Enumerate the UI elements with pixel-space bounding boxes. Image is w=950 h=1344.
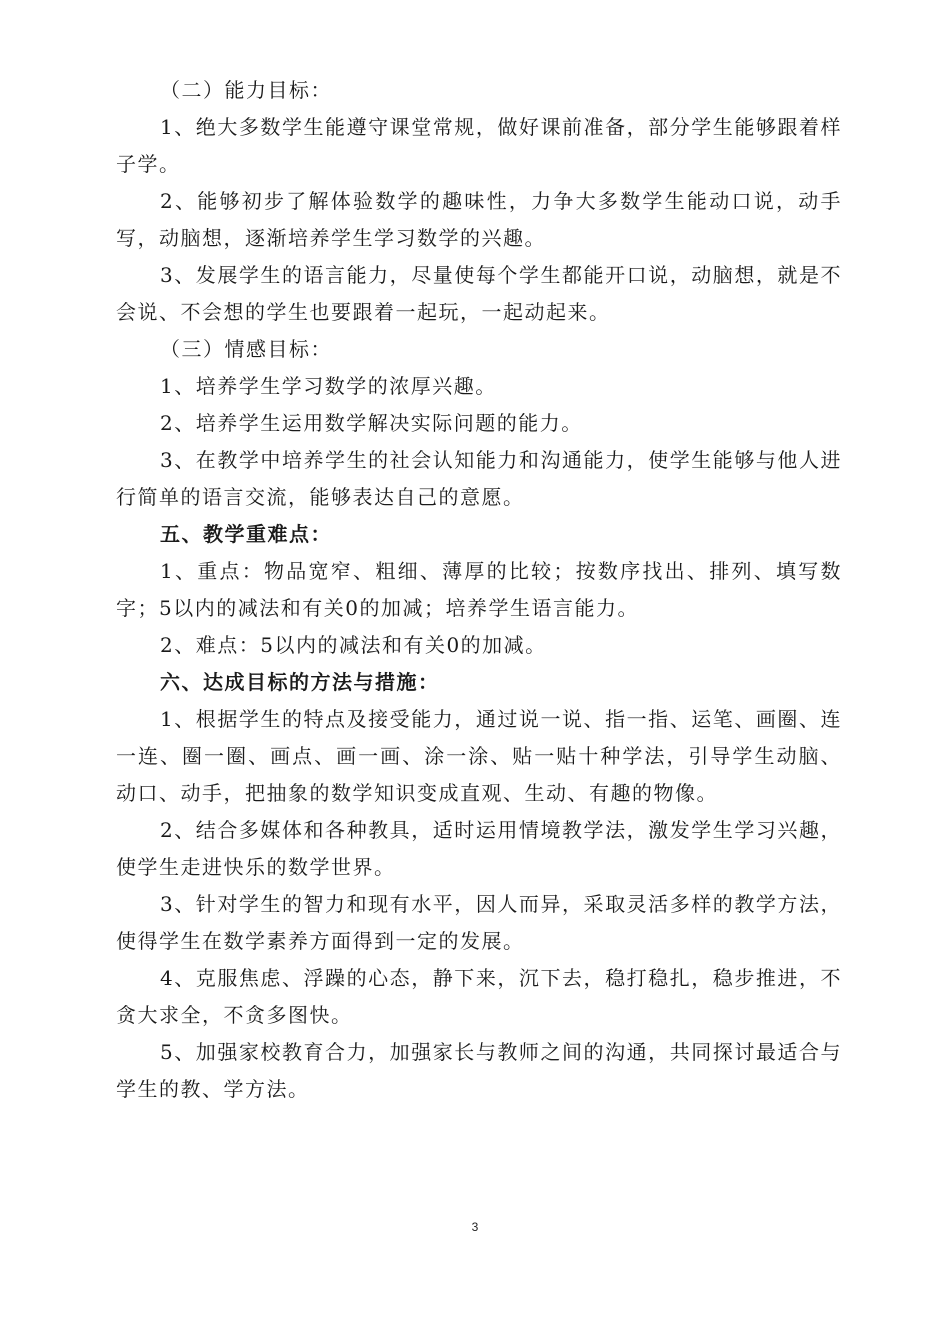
paragraph: 1、培养学生学习数学的浓厚兴趣。 <box>160 374 497 398</box>
paragraph: 2、结合多媒体和各种教具，适时运用情境教学法，激发学生学习兴趣，使学生走进快乐的数学世界。 <box>116 818 842 879</box>
paragraph: 3、在教学中培养学生的社会认知能力和沟通能力，使学生能够与他人进行简单的语言交流，能够表达自己的意愿。 <box>116 448 842 509</box>
document-body <box>116 72 842 1108</box>
paragraph: 1、重点：物品宽窄、粗细、薄厚的比较；按数序找出、排列、填写数字；5以内的减法和有关0的加减；培养学生语言能力。 <box>116 559 842 620</box>
paragraph: 4、克服焦虑、浮躁的心态，静下来，沉下去，稳打稳扎，稳步推进，不贪大求全，不贪多图快。 <box>116 966 842 1027</box>
paragraph: 5、加强家校教育合力，加强家长与教师之间的沟通，共同探讨最适合与学生的教、学方法。 <box>116 1040 842 1101</box>
paragraph: 3、针对学生的智力和现有水平，因人而异，采取灵活多样的教学方法，使得学生在数学素养方面得到一定的发展。 <box>116 892 842 953</box>
paragraph: 1、根据学生的特点及接受能力，通过说一说、指一指、运笔、画圈、连一连、圈一圈、画点、画一画、涂一涂、贴一贴十种学法，引导学生动脑、动口、动手，把抽象的数学知识变成直观、生动、有趣的物像。 <box>116 707 842 805</box>
paragraph: 3、发展学生的语言能力，尽量使每个学生都能开口说，动脑想，就是不会说、不会想的学生也要跟着一起玩，一起动起来。 <box>116 263 842 324</box>
section-heading-ability-goals: （二）能力目标： <box>160 78 332 102</box>
section-heading-methods: 六、达成目标的方法与措施： <box>160 670 440 694</box>
paragraph: 2、能够初步了解体验数学的趣味性，力争大多数学生能动口说，动手写，动脑想，逐渐培养学生学习数学的兴趣。 <box>116 189 842 250</box>
section-heading-emotional-goals: （三）情感目标： <box>160 337 332 361</box>
paragraph: 1、绝大多数学生能遵守课堂常规，做好课前准备，部分学生能够跟着样子学。 <box>116 115 842 176</box>
section-heading-key-difficulties: 五、教学重难点： <box>160 522 332 546</box>
page-number: 3 <box>471 1220 479 1234</box>
paragraph: 2、培养学生运用数学解决实际问题的能力。 <box>160 411 583 435</box>
paragraph: 2、难点：5以内的减法和有关0的加减。 <box>160 633 547 657</box>
